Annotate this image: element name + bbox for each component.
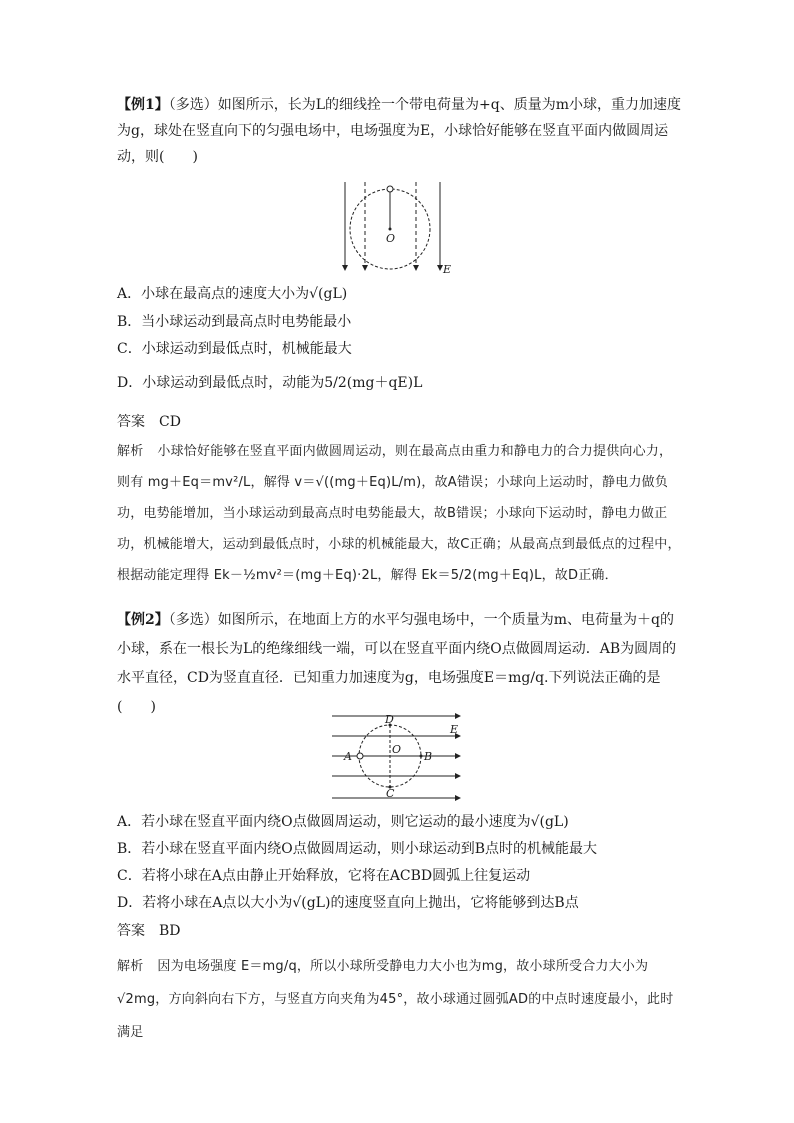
label-E: E: [443, 263, 452, 276]
example1-answer: [117, 412, 181, 432]
label-E: E: [450, 723, 459, 736]
example1-figure: [330, 178, 460, 278]
analysis-text: 小球恰好能够在竖直平面内做圆周运动，则在最高点由重力和静电力的合力提供向心力，则有 mg＋Eq＝mv²/L，解得 v＝√((mg＋Eq)L/m)，故A错误；小球向上运动时，静电力做负功，电势能增加，当小球运动到最高点时电势能最大，故B错误；小球向下运动时，静电力做正功，机械能增大，运动到最低点时，小球的机械能最大，故C正确；从最高点到最低点的过程中，根据动能定理得 Ek－½mv²＝(mg＋Eq)·2L，解得 Ek＝5/2(mg＋Eq)L，故D正确．: [117, 444, 681, 583]
answer-label: 答案: [117, 414, 145, 430]
label-O: O: [386, 232, 396, 245]
example1-option-d: D．小球运动到最低点时，动能为5/2(mg＋qE)L: [117, 375, 423, 391]
point-B: [420, 755, 423, 758]
analysis-label: 解析: [117, 444, 144, 459]
analysis-label: 解析: [117, 959, 144, 974]
example1-question: [117, 92, 683, 170]
example1-tag: 【例1】: [117, 97, 169, 113]
example2-option-a: A．若小球在竖直平面内绕O点做圆周运动，则它运动的最小速度为√(gL): [117, 814, 569, 830]
charged-ball: [357, 753, 363, 759]
example2-figure: [328, 710, 464, 804]
charged-ball: [387, 186, 393, 192]
example2-analysis: [117, 950, 683, 1049]
center-point: [389, 228, 392, 231]
example2-option-c: C．若将小球在A点由静止开始释放，它将在ACBD圆弧上往复运动: [117, 868, 531, 884]
label-B: B: [424, 750, 433, 763]
label-O: O: [392, 743, 402, 756]
answer-label: 答案: [117, 923, 145, 939]
answer-value: CD: [159, 414, 181, 430]
example1-option-c: C．小球运动到最低点时，机械能最大: [117, 341, 352, 357]
example2-question: [117, 606, 683, 722]
example1-option-a: A．小球在最高点的速度大小为√(gL): [117, 286, 348, 302]
example2-question-text: （多选）如图所示，在地面上方的水平匀强电场中，一个质量为m、电荷量为＋q的小球，系在一根长为L的绝缘细线一端，可以在竖直平面内绕O点做圆周运动．AB为圆周的水平直径，CD为竖直直径．已知重力加速度为g，电场强度E＝mg/q.下列说法正确的是( ): [117, 612, 677, 715]
label-A: A: [344, 750, 352, 763]
example1-analysis: [117, 436, 683, 591]
example1-question-text: （多选）如图所示，长为L的细线拴一个带电荷量为+q、质量为m小球，重力加速度为g，球处在竖直向下的匀强电场中，电场强度为E，小球恰好能够在竖直平面内做圆周运动，则( ): [117, 97, 682, 165]
example2-option-b: B．若小球在竖直平面内绕O点做圆周运动，则小球运动到B点时的机械能最大: [117, 841, 598, 857]
example2-option-d: D．若将小球在A点以大小为√(gL)的速度竖直向上抛出，它将能够到达B点: [117, 895, 579, 911]
label-D: D: [385, 713, 394, 726]
label-C: C: [386, 787, 395, 800]
analysis-text: 因为电场强度 E＝mg/q，所以小球所受静电力大小也为mg，故小球所受合力大小为√2mg，方向斜向右下方，与竖直方向夹角为45°，故小球通过圆弧AD的中点时速度最小，此时满足: [117, 959, 674, 1040]
example2-tag: 【例2】: [117, 612, 169, 628]
example1-option-b: B．当小球运动到最高点时电势能最小: [117, 314, 352, 330]
example2-answer: [117, 921, 181, 941]
answer-value: BD: [159, 923, 181, 939]
